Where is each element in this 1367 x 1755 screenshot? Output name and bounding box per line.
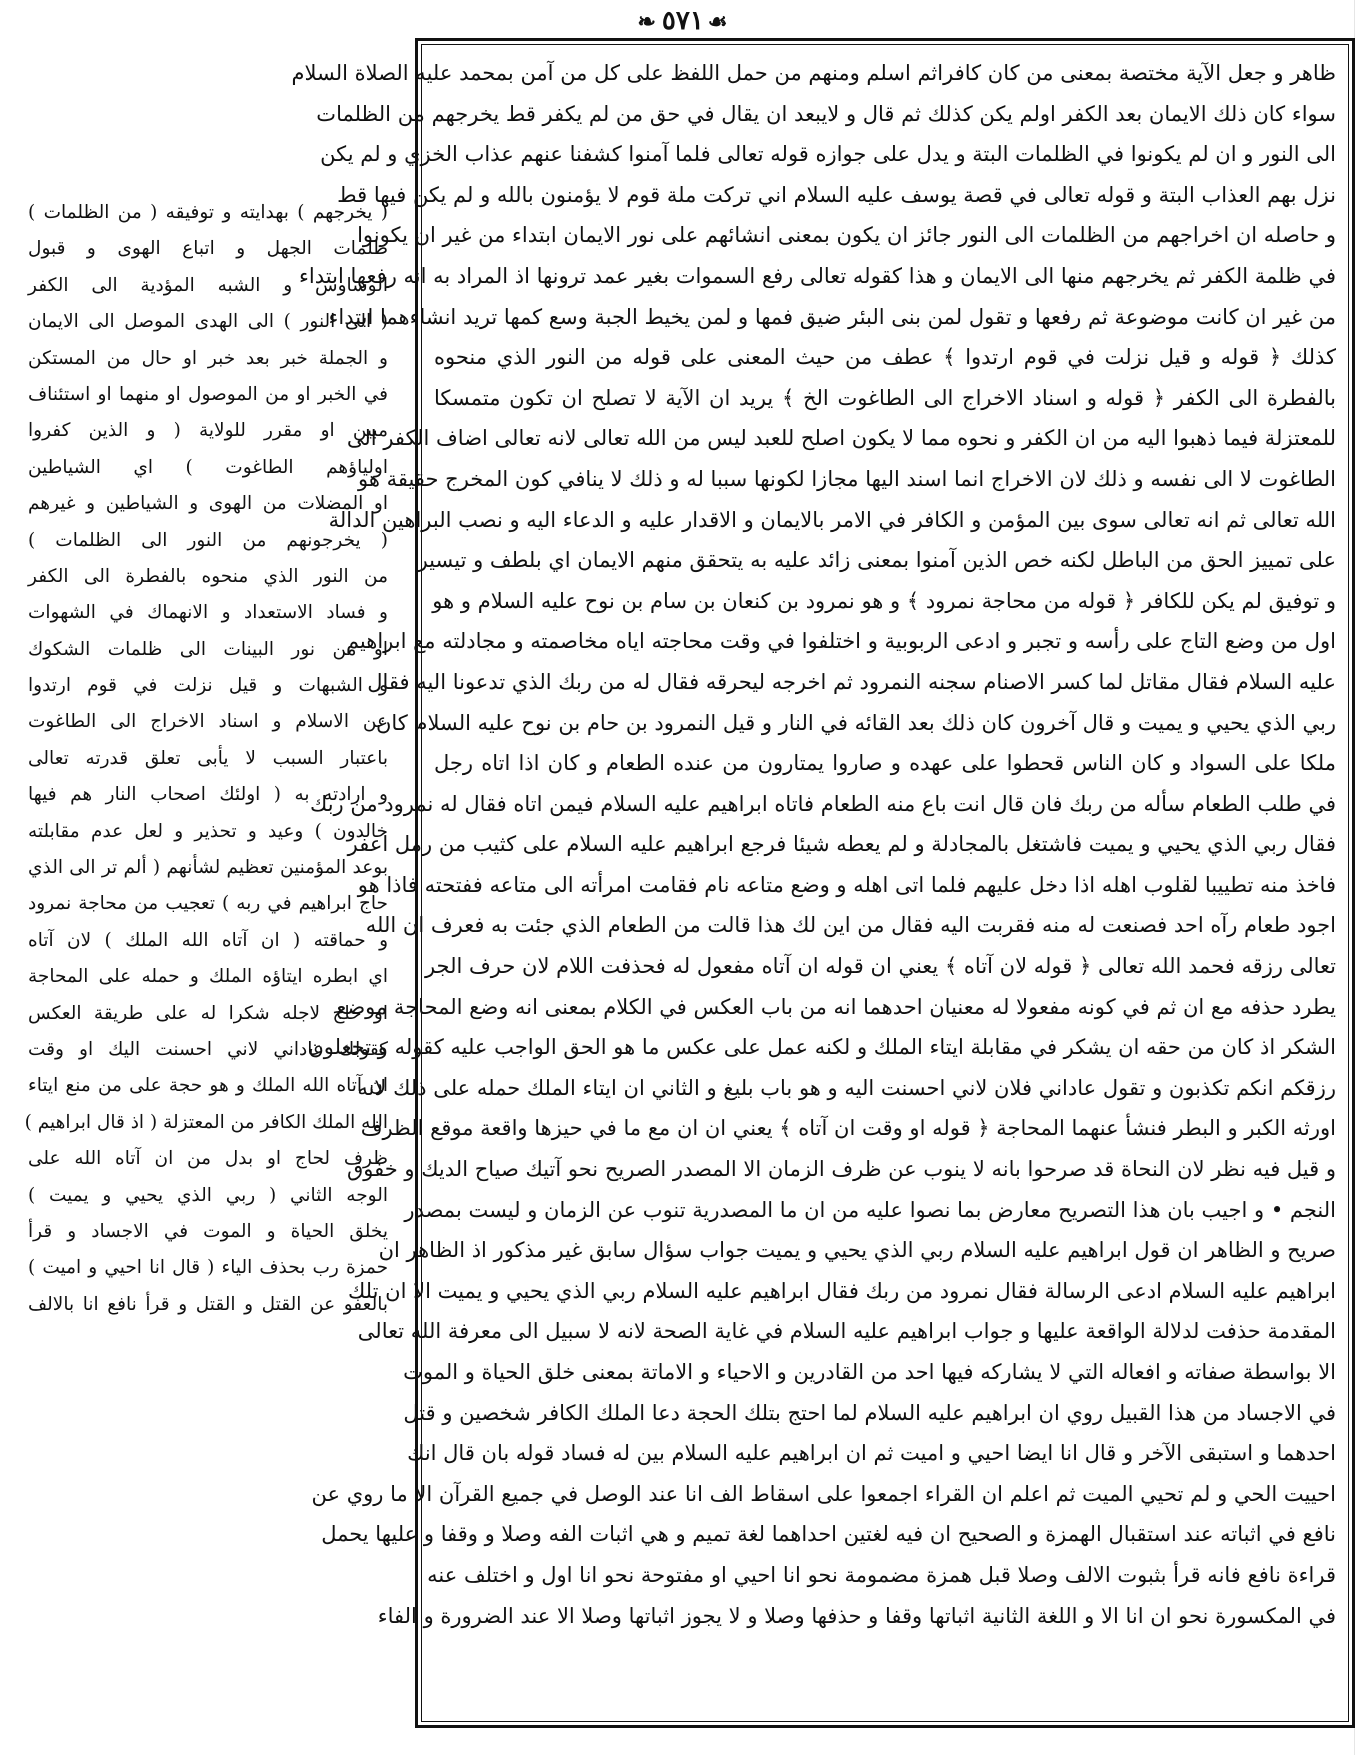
main-text-line: و قيل فيه نظر لان النحاة قد صرحوا بانه لا ينوب عن ظرف الزمان الا المصدر الصريح نحو آتيك صياح الديك و خفوق: [347, 1157, 1336, 1182]
margin-text-line: يخلق الحياة و الموت في الاجساد و قرأ: [28, 1220, 388, 1242]
margin-text-line: و الجملة خبر بعد خبر او حال من المستكن: [28, 347, 388, 369]
main-text-line: و حاصله ان اخراجهم من الظلمات الى النور جائز ان يكون بمعنى انشائهم على نور الايمان ابتداء من غير ان يكونوا: [357, 223, 1336, 248]
margin-text-line: عن الاسلام و اسناد الاخراج الى الطاغوت: [28, 711, 388, 733]
margin-text-line: حمزة رب بحذف الياء ( قال انا احيي و اميت ): [28, 1257, 388, 1279]
main-text-line: فقال ربي الذي يحيي و يميت فاشتغل بالمجادلة و لم يعطه شيئا فرجع ابراهيم عليه السلام على كثيب من رمل اعفر: [347, 832, 1336, 857]
margin-text-line: بوعد المؤمنين تعظيم لشأنهم ( ألم تر الى الذي: [28, 857, 388, 879]
main-text-frame: [291, 38, 1355, 1728]
margin-text-line: ظلمات الجهل و اتباع الهوى و قبول: [28, 238, 388, 260]
main-text-line: نافع في اثباته عند استقبال الهمزة و الصحيح ان فيه لغتين احداهما لغة تميم و هي اثبات الفه وصلا و وقفا و عليها يحمل: [321, 1522, 1336, 1547]
main-text-line: في المكسورة نحو ان انا الا و اللغة الثانية اثباتها وقفا و حذفها وصلا و لا يجوز اثباتها وصلا الا عند الضرورة و الفاء: [377, 1603, 1336, 1628]
main-text-line: احدهما و استبقى الآخر و قال انا ايضا احيي و اميت ثم ان ابراهيم عليه السلام بين له فساد قوله بان قال انك: [407, 1441, 1336, 1466]
main-text-line: في طلب الطعام سأله من ربك فان قال انت باع منه الطعام فاتاه ابراهيم عليه السلام فيمن اتاه فقال له نمرود من ربك: [310, 791, 1336, 816]
margin-text-line: و ارادته به ( اولئك اصحاب النار هم فيها: [28, 784, 388, 806]
main-text-line: الطاغوت لا الى نفسه و ذلك لان الاخراج انما اسند اليها مجازا لكونها سببا له و ذلك لا ينافي كون المخرج حقيقة هو: [358, 466, 1336, 491]
main-text-line: في الاجساد من هذا القبيل روي ان ابراهيم عليه السلام لما احتج بتلك الحجة دعا الملك الكافر شخصين و قتل: [403, 1400, 1336, 1425]
page-number-header: [0, 6, 1367, 36]
main-text-line: نزل بهم العذاب البتة و قوله تعالى في قصة يوسف عليه السلام اني تركت ملة قوم لا يؤمنون بالله و لم يكن فيها قط: [337, 182, 1336, 207]
main-text-line: قراءة نافع فانه قرأ بثبوت الالف وصلا قبل همزة مضمومة نحو انا احيي او مفتوحة نحو انا اول و اختلف عنه: [427, 1562, 1336, 1587]
margin-text-line: و حماقته ( ان آتاه الله الملك ) لان آتاه: [28, 929, 388, 951]
main-text-line: ربي الذي يحيي و يميت و قال آخرون كان ذلك بعد القائه في النار و قيل النمرود بن حام بن نوح عليه السلام كان: [375, 710, 1336, 735]
main-text-line: بالفطرة الى الكفر ﴿ قوله و اسناد الاخراج الى الطاغوت الخ ﴾ يريد ان الآية لا تصلح ان تكون متمسكا: [434, 385, 1336, 410]
margin-text-line: الوساوس و الشبه المؤدية الى الكفر: [28, 274, 388, 296]
margin-text-line: ان آتاه الله الملك و هو حجة على من منع ايتاء: [28, 1075, 388, 1097]
margin-text-line: او من نور البينات الى ظلمات الشكوك: [28, 638, 388, 660]
page-number: ٥٧١: [661, 6, 704, 36]
margin-text-line: اي ابطره ايتاؤه الملك و حمله على المحاجة: [28, 966, 388, 988]
margin-commentary-column: [24, 195, 388, 1615]
margin-text-line: اولياؤهم الطاغوت ) اي الشياطين: [28, 456, 388, 478]
margin-text-line: الوجه الثاني ( ربي الذي يحيي و يميت ): [28, 1184, 388, 1206]
main-text-line: الا بواسطة صفاته و افعاله التي لا يشاركه فيها احد من القادرين و الاحياء و الاماتة بمعنى خلق الحياة و الموت: [403, 1360, 1336, 1384]
main-text-line: تعالى رزقه فحمد الله تعالى ﴿ قوله لان آتاه ﴾ يعني ان قوله ان آتاه مفعول له فحذفت اللام لان حرف الجر: [424, 954, 1336, 979]
margin-text-line: ( يخرجونهم من النور الى الظلمات ): [28, 529, 388, 551]
main-text-line: من غير ان كانت موضوعة ثم رفعها و تقول لمن بنى البئر ضيق فمها و لمن يخيط الجبة وسع كمها تريد انشاءهما ابتداء: [328, 304, 1336, 329]
ornament-right-icon: ☙: [707, 9, 730, 35]
main-text-line: احييت الحي و لم تحيي الميت ثم اعلم ان القراء اجمعوا على اسقاط الف انا عند الوصل في جميع القرآن الا ما روي عن: [311, 1481, 1336, 1506]
margin-text-line: في الخبر او من الموصول او منهما او استئناف: [28, 383, 388, 405]
margin-text-line: و فساد الاستعداد و الانهماك في الشهوات: [28, 602, 388, 624]
ornament-left-icon: ❧: [637, 9, 658, 35]
main-text-line: المقدمة حذفت لدلالة الواقعة عليها و جواب ابراهيم عليه السلام في غاية الصحة لانه لا سبيل الى معرفة الله تعالى: [357, 1319, 1336, 1344]
main-text-body: [291, 44, 1349, 1722]
main-text-line: رزقكم انكم تكذبون و تقول عاداني فلان لاني احسنت اليه و هو باب بليغ و الثاني ان ايتاء الملك حمله على ذلك لانه: [357, 1075, 1336, 1100]
margin-text-line: و الشبهات و قيل نزلت في قوم ارتدوا: [28, 675, 388, 697]
main-text-line: للمعتزلة فيما ذهبوا اليه من ان الكفر و نحوه مما لا يكون اصلح للعبد ليس من الله تعالى لانه تعالى اضاف الكفر الى: [346, 426, 1336, 451]
margin-text-line: بالعفو عن القتل و القتل و قرأ نافع انا بالالف: [28, 1293, 388, 1315]
margin-text-line: ( الى النور ) الى الهدى الموصل الى الايمان: [28, 311, 388, 333]
margin-text-line: او حاج لاجله شكرا له على طريقة العكس: [28, 1002, 388, 1024]
main-text-line: عليه السلام فقال مقاتل لما كسر الاصنام سجنه النمرود ثم اخرجه ليحرقه فقال له من ربك الذي تدعونا اليه فقال: [367, 669, 1336, 694]
main-text-line: في ظلمة الكفر ثم يخرجهم منها الى الايمان و هذا كقوله تعالى رفع السموات بغير عمد ترونها اذ المراد به انه رفعها ابتداء: [299, 263, 1336, 288]
main-text-line: فاخذ منه تطييبا لقلوب اهله اذا دخل عليهم فلما اتى اهله و وضع متاعه نام فقامت امرأته الى متاعه ففتحته فاذا هو: [357, 872, 1336, 897]
main-text-line: اجود طعام رآه احد فصنعت له منه فقربت اليه فقال من اين لك هذا قالت من الطعام الذي جئت به فعرف ان الله: [365, 913, 1336, 938]
main-text-line: اول من وضع التاج على رأسه و تجبر و ادعى الربوبية و اختلفوا في وقت محاجته اياه مخاصمته و مجادلته مع ابراهيم: [345, 629, 1336, 654]
main-text-line: كذلك ﴿ قوله و قيل نزلت في قوم ارتدوا ﴾ عطف من حيث المعنى على قوله من النور الذي منحوه: [434, 345, 1336, 370]
margin-text-line: خالدون ) وعيد و تحذير و لعل عدم مقابلته: [28, 820, 388, 842]
main-text-line: صريح و الظاهر ان قول ابراهيم عليه السلام ربي الذي يحيي و يميت جواب سؤال سابق غير مذكور اذ الظاهر ان: [378, 1238, 1336, 1263]
main-text-line: اورثه الكبر و البطر فنشأ عنهما المحاجة ﴿ قوله او وقت ان آتاه ﴾ يعني ان ان مع ما في حيزها واقعة موقع الظرف: [360, 1116, 1336, 1141]
main-text-line: الله تعالى ثم انه تعالى سوى بين المؤمن و الكافر في الامر بالايمان و الاقدار عليه و الدعاء اليه و نصب البراهين الدالة: [328, 507, 1336, 532]
main-text-line: ملكا على السواد و كان الناس قحطوا على عهده و صاروا يمتارون من عنده الطعام و كان اذا اتاه رجل: [434, 751, 1336, 776]
main-text-line: سواء كان ذلك الايمان بعد الكفر اولم يكن كذلك ثم قال و لايبعد ان يقال في حق من لم يكفر قط يخرجهم من الظلمات: [316, 101, 1336, 126]
margin-text-line: من النور الذي منحوه بالفطرة الى الكفر: [28, 565, 388, 587]
main-text-line: و توفيق لم يكن للكافر ﴿ قوله من محاجة نمرود ﴾ و هو نمرود بن كنعان بن سام بن نوح عليه السلام و هو: [432, 588, 1336, 613]
main-text-line: النجم • و اجيب بان هذا التصريح معارض بما نصوا عليه من ان ما المصدرية تنوب عن الزمان و ليست بمصدر: [404, 1197, 1336, 1222]
margin-text-line: ظرف لحاج او بدل من ان آتاه الله على: [28, 1148, 388, 1170]
main-text-line: ظاهر و جعل الآية مختصة بمعنى من كان كافراثم اسلم ومنهم من حمل اللفظ على كل من آمن بمحمد عليه الصلاة السلام: [291, 61, 1336, 85]
main-text-line: يطرد حذفه مع ان ثم في كونه مفعولا له معنيان احدهما انه من باب العكس في الكلام بمعنى انه وضع المحاجة موضع: [336, 994, 1336, 1019]
margin-text-line: الله الملك الكافر من المعتزلة ( اذ قال ابراهيم ): [24, 1111, 388, 1133]
margin-text-line: باعتبار السبب لا يأبى تعلق قدرته تعالى: [28, 747, 388, 769]
main-text-line: الشكر اذ كان من حقه ان يشكر في مقابلة ايتاء الملك و لكنه عمل على عكس ما هو الحق الواجب عليه كقوله و تجعلون: [308, 1035, 1336, 1060]
main-text-line: ابراهيم عليه السلام ادعى الرسالة فقال نمرود من ربك فقال ابراهيم عليه السلام ربي الذي يحيي و يميت الا ان تلك: [347, 1278, 1336, 1303]
margin-text-line: ( يخرجهم ) بهدايته و توفيقه ( من الظلمات ): [28, 202, 388, 223]
main-text-line: على تمييز الحق من الباطل لكنه خص الذين آمنوا بمعنى زائد عليه به يتحقق منهم الايمان اي بلطف و تيسير: [417, 548, 1336, 573]
margin-text-line: او المضلات من الهوى و الشياطين و غيرهم: [28, 493, 388, 515]
margin-text-line: مبين او مقرر للولاية ( و الذين كفروا: [28, 420, 388, 442]
main-text-line: الى النور و ان لم يكونوا في الظلمات البتة و يدل على جوازه قوله تعالى فلما آمنوا كشفنا عنهم عذاب الخزي و لم يكن: [320, 142, 1336, 167]
margin-text-line: حاج ابراهيم في ربه ) تعجيب من محاجة نمرود: [28, 893, 388, 915]
margin-text-line: كقولك عاداني لاني احسنت اليك او وقت: [28, 1038, 388, 1060]
